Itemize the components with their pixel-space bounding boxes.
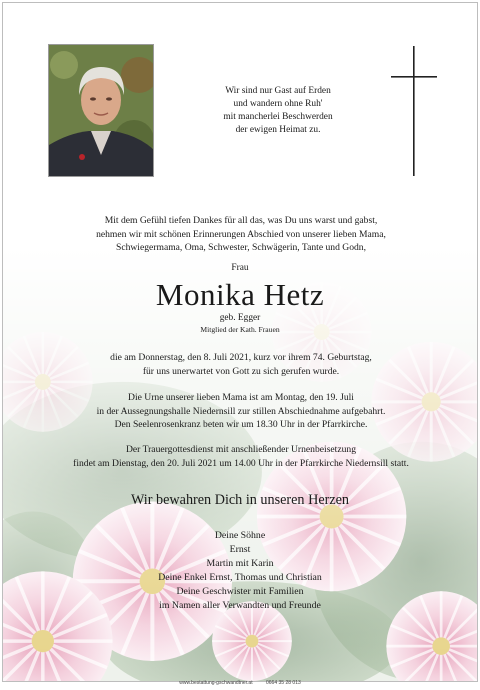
intro-line: Mit dem Gefühl tiefen Dankes für all das, was Du uns warst und gabst, — [104, 215, 378, 226]
family-line: Deine Söhne — [214, 530, 266, 541]
family-line: Martin mit Karin — [206, 558, 274, 569]
service-line: findet am Dienstag, den 20. Juli 2021 um 14.00 Uhr in der Pfarrkirche Niedernsill statt. — [73, 457, 409, 469]
obituary-page — [2, 2, 478, 682]
motto: Wir bewahren Dich in unseren Herzen — [130, 492, 350, 508]
family-line: Deine Geschwister mit Familien — [176, 586, 304, 597]
footer-website: www.bestattung-gschwandtner.at — [179, 680, 253, 686]
cross-icon — [391, 46, 437, 176]
family-line: Deine Enkel Ernst, Thomas und Christian — [158, 572, 322, 583]
salutation: Frau — [231, 263, 249, 273]
footer-phone: 0664 35 28 013 — [266, 680, 301, 686]
death-notice-line: die am Donnerstag, den 8. Juli 2021, kurz vor ihrem 74. Geburtstag, — [110, 352, 372, 363]
service-line: Der Trauergottesdienst mit anschließender Urnenbeisetzung — [125, 444, 356, 455]
farewell-info — [23, 391, 459, 432]
deceased-name: Monika Hetz — [155, 277, 325, 312]
family-line: Ernst — [229, 544, 251, 555]
family-list — [3, 529, 477, 613]
death-notice — [23, 351, 459, 378]
family-line: im Namen aller Verwandten und Freunde — [159, 600, 321, 611]
membership: Mitglied der Kath. Frauen — [200, 325, 280, 334]
farewell-line: Den Seelenrosenkranz beten wir um 18.30 Uhr in der Pfarrkirche. — [114, 419, 368, 430]
poem-line: und wandern ohne Ruh' — [233, 99, 323, 109]
poem-line: Wir sind nur Gast auf Erden — [225, 86, 331, 96]
portrait-photo — [48, 44, 154, 177]
farewell-line: Die Urne unserer lieben Mama ist am Montag, den 19. Juli — [128, 392, 354, 403]
poem — [178, 85, 378, 137]
intro-text — [23, 214, 459, 255]
intro-line: nehmen wir mit schönen Erinnerungen Abschied von unserer lieben Mama, — [96, 228, 386, 240]
service-info — [23, 443, 459, 470]
death-notice-line: für uns unerwartet von Gott zu sich gerufen wurde. — [142, 365, 340, 377]
farewell-line: in der Aussegnungshalle Niedernsill zur stillen Abschiednahme aufgebahrt. — [96, 405, 386, 417]
poem-line: mit mancherlei Beschwerden — [223, 112, 333, 122]
intro-line: Schwiegermama, Oma, Schwester, Schwägerin, Tante und Godn, — [115, 242, 366, 253]
poem-line: der ewigen Heimat zu. — [235, 125, 321, 135]
birth-name: geb. Egger — [219, 313, 261, 323]
